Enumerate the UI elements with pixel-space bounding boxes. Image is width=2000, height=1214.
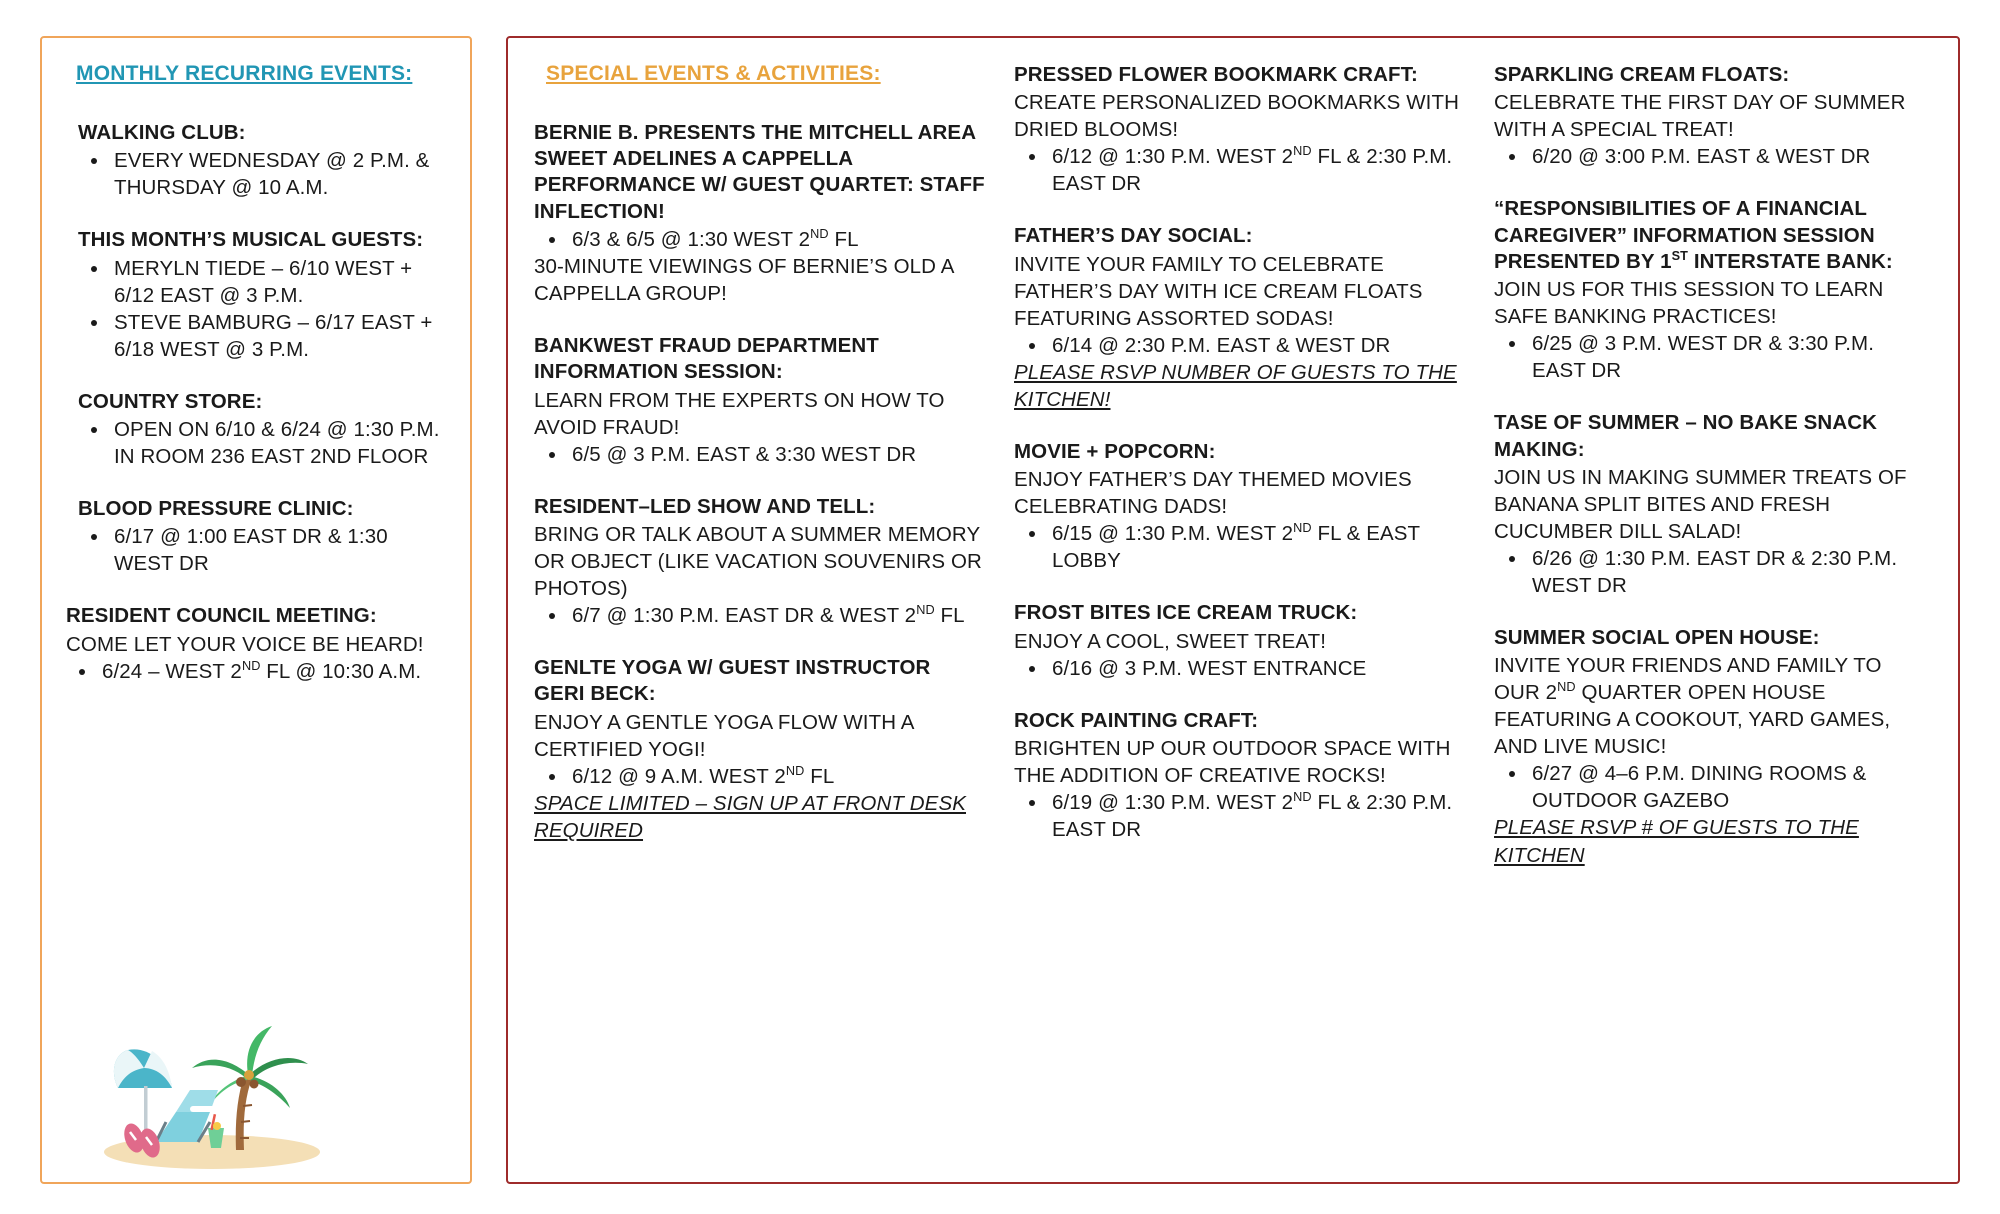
event-title: RESIDENT–LED SHOW AND TELL: (534, 494, 876, 518)
special-events-panel (506, 36, 1960, 1184)
event-details (1494, 545, 1932, 599)
event-detail-item: • 6/7 @ 1:30 P.M. EAST DR & WEST 2ND FL (568, 602, 986, 629)
event-detail-item: • 6/25 @ 3 P.M. WEST DR & 3:30 P.M. EAST DR (1528, 330, 1932, 384)
event-title: ROCK PAINTING CRAFT: (1014, 708, 1259, 732)
event-country-store (66, 389, 448, 470)
event-description: ENJOY A GENTLE YOGA FLOW WITH A CERTIFIED YOGI! (534, 710, 914, 761)
event-details (1494, 760, 1932, 814)
event-details (1494, 143, 1932, 170)
event-fathers-day-social (1014, 223, 1466, 413)
event-detail-item: • 6/27 @ 4–6 P.M. DINING ROOMS & OUTDOOR GAZEBO (1528, 760, 1932, 814)
event-details (66, 416, 448, 470)
event-financial-caregiver-session (1494, 196, 1932, 384)
event-musical-guests (66, 227, 448, 362)
event-title: MOVIE + POPCORN: (1014, 439, 1216, 463)
special-events-column-1 (534, 62, 986, 1172)
event-resident-council-meeting (66, 603, 448, 684)
event-detail-item: • 6/12 @ 1:30 P.M. WEST 2ND FL & 2:30 P.M. EAST DR (1048, 143, 1466, 197)
event-summer-social-open-house (1494, 625, 1932, 869)
event-title: BLOOD PRESSURE CLINIC: (78, 497, 354, 521)
event-detail-item: • 6/15 @ 1:30 P.M. WEST 2ND FL & EAST LOBBY (1048, 520, 1466, 574)
event-description: JOIN US FOR THIS SESSION TO LEARN SAFE BANKING PRACTICES! (1494, 278, 1884, 329)
event-frost-bites-ice-cream-truck (1014, 600, 1466, 681)
event-description: ENJOY A COOL, SWEET TREAT! (1014, 629, 1327, 653)
event-note: PLEASE RSVP NUMBER OF GUESTS TO THE KITCHEN! (1014, 360, 1457, 411)
event-title: COUNTRY STORE: (78, 389, 263, 413)
event-detail-item: • STEVE BAMBURG – 6/17 EAST + 6/18 WEST @ 3 P.M. (110, 309, 448, 363)
event-details (1014, 789, 1466, 843)
special-events-column-2 (1014, 62, 1466, 1172)
event-detail-item: • 6/17 @ 1:00 EAST DR & 1:30 WEST DR (110, 523, 448, 577)
event-title: PRESSED FLOWER BOOKMARK CRAFT: (1014, 63, 1418, 86)
event-movie-popcorn (1014, 439, 1466, 574)
monthly-recurring-events-title: MONTHLY RECURRING EVENTS: (76, 62, 413, 85)
event-title: THIS MONTH’S MUSICAL GUESTS: (78, 228, 424, 252)
event-title: WALKING CLUB: (78, 121, 246, 144)
event-details (534, 763, 986, 790)
monthly-recurring-events-list (64, 120, 448, 685)
event-gentle-yoga (534, 655, 986, 844)
event-description: LEARN FROM THE EXPERTS ON HOW TO AVOID FRAUD! (534, 388, 945, 439)
event-detail-item: • MERYLN TIEDE – 6/10 WEST + 6/12 EAST @ 3 P.M. (110, 255, 448, 309)
event-description: INVITE YOUR FAMILY TO CELEBRATE FATHER’S DAY WITH ICE CREAM FLOATS FEATURING ASSORTED SODAS! (1014, 252, 1423, 330)
event-detail-item: • OPEN ON 6/10 & 6/24 @ 1:30 P.M. IN ROOM 236 EAST 2ND FLOOR (110, 416, 448, 470)
event-description: 30-MINUTE VIEWINGS OF BERNIE’S OLD A CAPPELLA GROUP! (534, 254, 954, 306)
event-detail-item: • 6/14 @ 2:30 P.M. EAST & WEST DR (1048, 332, 1466, 359)
event-detail-item: • 6/3 & 6/5 @ 1:30 WEST 2ND FL (568, 226, 986, 253)
event-sweet-adelines-performance (534, 120, 986, 307)
event-sparkling-cream-floats (1494, 62, 1932, 170)
event-title: TASE OF SUMMER – NO BAKE SNACK MAKING: (1494, 411, 1878, 461)
event-details (1014, 520, 1466, 574)
event-detail-item: • 6/12 @ 9 A.M. WEST 2ND FL (568, 763, 986, 790)
event-title: FATHER’S DAY SOCIAL: (1014, 224, 1253, 248)
event-note: PLEASE RSVP # OF GUESTS TO THE KITCHEN (1494, 816, 1859, 867)
event-details (1014, 143, 1466, 197)
event-detail-item: • 6/5 @ 3 P.M. EAST & 3:30 WEST DR (568, 441, 986, 468)
event-walking-club (66, 120, 448, 201)
event-details (66, 658, 448, 685)
event-resident-led-show-and-tell (534, 494, 986, 629)
event-details (534, 226, 986, 253)
event-details (534, 602, 986, 629)
event-note: SPACE LIMITED – SIGN UP AT FRONT DESK REQUIRED (534, 791, 966, 842)
event-title: BERNIE B. PRESENTS THE MITCHELL AREA SWEET ADELINES A CAPPELLA PERFORMANCE W/ GUEST QUARTET: STAFF INFLECTION! (534, 121, 985, 223)
event-pressed-flower-bookmark-craft (1014, 62, 1466, 197)
event-detail-item: • EVERY WEDNESDAY @ 2 P.M. & THURSDAY @ 10 A.M. (110, 147, 448, 201)
event-detail-item: • 6/16 @ 3 P.M. WEST ENTRANCE (1048, 655, 1466, 682)
event-taste-of-summer-no-bake (1494, 410, 1932, 599)
event-details (534, 441, 986, 468)
event-description: COME LET YOUR VOICE BE HEARD! (66, 632, 424, 656)
event-title: BANKWEST FRAUD DEPARTMENT INFORMATION SESSION: (534, 334, 879, 384)
event-description: INVITE YOUR FRIENDS AND FAMILY TO OUR 2ND QUARTER OPEN HOUSE FEATURING A COOKOUT, YARD GAMES, AND LIVE MUSIC! (1494, 654, 1891, 759)
event-detail-item: • 6/19 @ 1:30 P.M. WEST 2ND FL & 2:30 P.M. EAST DR (1048, 789, 1466, 843)
event-title: GENLTE YOGA W/ GUEST INSTRUCTOR GERI BECK: (534, 656, 931, 706)
monthly-recurring-events-panel (40, 36, 472, 1184)
event-bankwest-fraud-session (534, 333, 986, 468)
event-rock-painting-craft (1014, 708, 1466, 843)
event-details (66, 523, 448, 577)
event-description: CELEBRATE THE FIRST DAY OF SUMMER WITH A SPECIAL TREAT! (1494, 91, 1906, 142)
event-detail-item: • 6/24 – WEST 2ND FL @ 10:30 A.M. (98, 658, 448, 685)
event-title: SUMMER SOCIAL OPEN HOUSE: (1494, 625, 1820, 649)
event-title: SPARKLING CREAM FLOATS: (1494, 63, 1790, 86)
event-details (66, 255, 448, 363)
event-blood-pressure-clinic (66, 496, 448, 577)
event-details (1494, 330, 1932, 384)
event-detail-item: • 6/20 @ 3:00 P.M. EAST & WEST DR (1528, 143, 1932, 170)
event-details (1014, 655, 1466, 682)
event-title: “RESPONSIBILITIES OF A FINANCIAL CAREGIVER” INFORMATION SESSION PRESENTED BY 1ST INTERSTATE BANK: (1494, 197, 1893, 273)
event-description: BRIGHTEN UP OUR OUTDOOR SPACE WITH THE ADDITION OF CREATIVE ROCKS! (1014, 736, 1451, 787)
event-description: ENJOY FATHER’S DAY THEMED MOVIES CELEBRATING DADS! (1014, 468, 1412, 519)
event-details (66, 147, 448, 201)
event-description: CREATE PERSONALIZED BOOKMARKS WITH DRIED BLOOMS! (1014, 91, 1459, 142)
event-description: JOIN US IN MAKING SUMMER TREATS OF BANANA SPLIT BITES AND FRESH CUCUMBER DILL SALAD! (1494, 465, 1907, 543)
event-title: RESIDENT COUNCIL MEETING: (66, 604, 377, 628)
event-description: BRING OR TALK ABOUT A SUMMER MEMORY OR OBJECT (LIKE VACATION SOUVENIRS OR PHOTOS) (534, 522, 982, 601)
special-events-title: SPECIAL EVENTS & ACTIVITIES: (546, 62, 881, 85)
event-detail-item: • 6/26 @ 1:30 P.M. EAST DR & 2:30 P.M. WEST DR (1528, 545, 1932, 599)
event-title: FROST BITES ICE CREAM TRUCK: (1014, 601, 1358, 625)
special-events-column-3 (1494, 62, 1932, 1172)
event-details (1014, 332, 1466, 359)
beach-scene-illustration (94, 1010, 324, 1170)
